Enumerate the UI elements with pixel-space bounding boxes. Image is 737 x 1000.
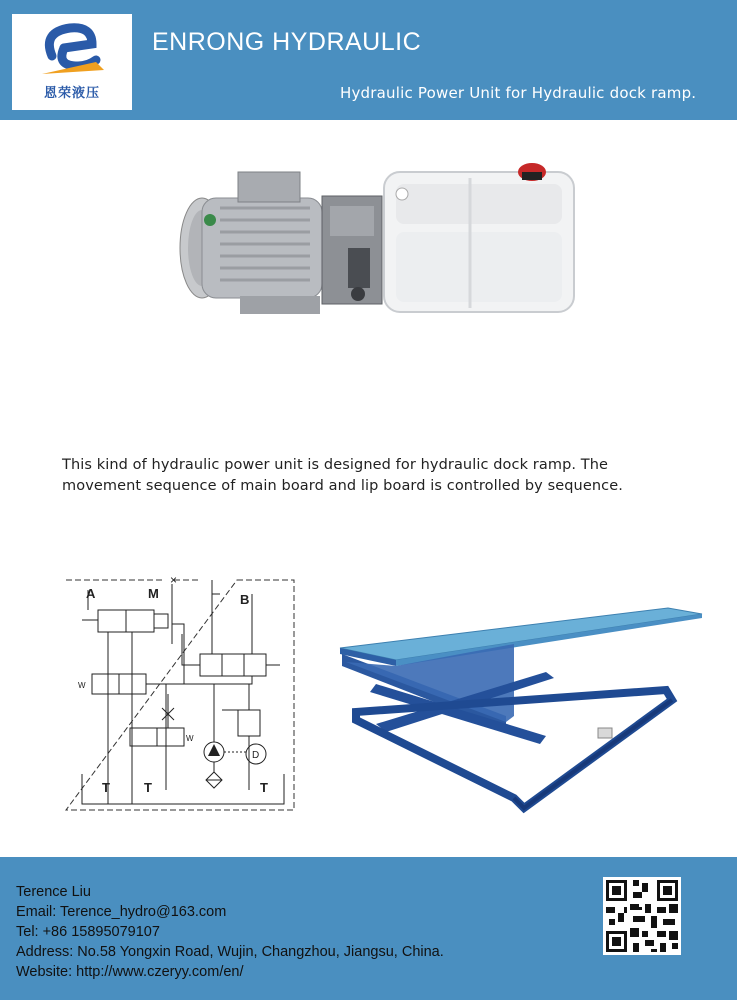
tank-label-1: T: [102, 780, 110, 795]
port-b-label: B: [240, 592, 250, 607]
contact-block: [16, 882, 444, 982]
port-m-label: M: [148, 586, 159, 601]
tank-label-2: T: [144, 780, 152, 795]
dock-ramp-image: [336, 604, 704, 830]
qr-code-icon[interactable]: [603, 877, 681, 955]
logo-chinese-text: 恩荣液压: [43, 86, 100, 101]
logo-e-icon: [12, 14, 132, 84]
header-banner: [0, 0, 737, 120]
company-logo: [12, 14, 132, 110]
product-description: [62, 455, 692, 497]
port-a-label: A: [86, 586, 96, 601]
description-line-1: This kind of hydraulic power unit is designed for hydraulic dock ramp. The: [62, 457, 609, 473]
page-subtitle: Hydraulic Power Unit for Hydraulic dock ramp.: [340, 84, 697, 102]
contact-website[interactable]: Website: http://www.czeryy.com/en/: [16, 964, 244, 980]
power-unit-image: [170, 158, 590, 328]
svg-text:×: ×: [170, 574, 178, 587]
contact-name: Terence Liu: [16, 884, 91, 900]
hydraulic-schematic: [62, 574, 302, 814]
description-line-2: movement sequence of main board and lip board is controlled by sequence.: [62, 478, 623, 494]
contact-tel: Tel: +86 15895079107: [16, 924, 160, 940]
contact-email[interactable]: Email: Terence_hydro@163.com: [16, 904, 227, 920]
svg-text:W: W: [186, 734, 194, 743]
company-name: ENRONG HYDRAULIC: [152, 28, 422, 56]
contact-footer: [0, 857, 737, 1000]
tank-label-3: T: [260, 780, 268, 795]
motor-label: D: [252, 750, 260, 761]
svg-text:W: W: [78, 681, 86, 690]
contact-address: Address: No.58 Yongxin Road, Wujin, Changzhou, Jiangsu, China.: [16, 944, 444, 960]
